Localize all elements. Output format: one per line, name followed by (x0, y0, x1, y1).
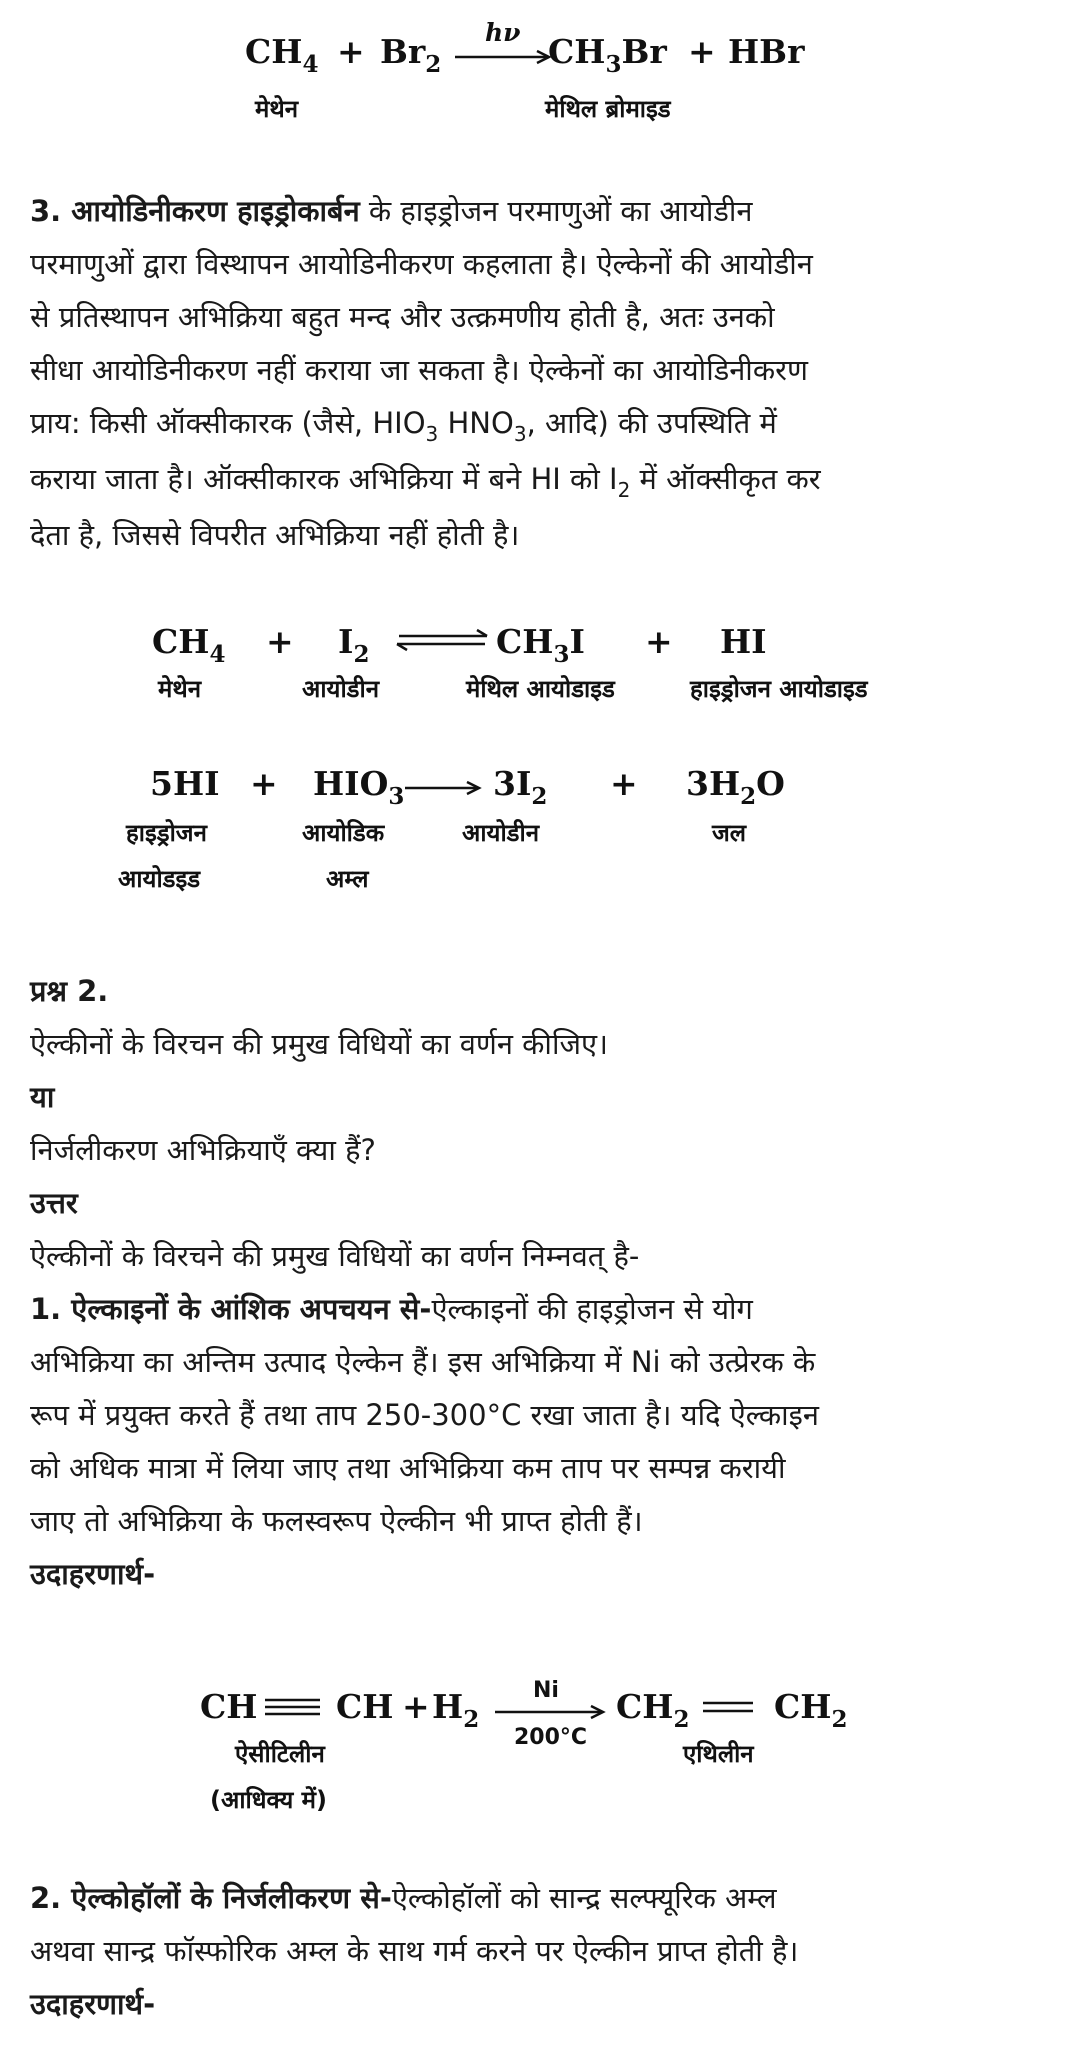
text-line: कराया जाता है। ऑक्सीकारक अभिक्रिया में बने HI को $I_2$ में ऑक्सीकृत कर (30, 462, 821, 502)
plus-sign: + (337, 32, 365, 71)
plus-sign: + (688, 32, 716, 71)
label-iodide: आयोडइड (118, 865, 201, 893)
question-text: ऐल्कीनों के विरचन की प्रमुख विधियों का वर्णन कीजिए। (30, 1027, 608, 1061)
text-line: परमाणुओं द्वारा विस्थापन आयोडिनीकरण कहलाता है। ऐल्केनों की आयोडीन (30, 247, 813, 281)
label-excess: (आधिक्य में) (210, 1786, 327, 1814)
example-label: उदाहरणार्थ- (30, 1987, 156, 2021)
formula-ch: CH (200, 1687, 258, 1726)
label-methane: मेथेन (255, 95, 299, 123)
section-method-2 (30, 1872, 1030, 2031)
label-hydrogen-iodide: हाइड्रोजन आयोडाइड (690, 675, 868, 703)
plus-sign: + (610, 764, 638, 803)
formula-water: $3H_2O$ (686, 764, 785, 810)
arrow-icon (455, 50, 555, 64)
formula-methane: $CH_4$ (152, 622, 226, 668)
formula-methane: $CH_4$ (245, 32, 319, 78)
equilibrium-arrow-icon (395, 630, 490, 650)
label-iodic: आयोडिक (302, 819, 385, 847)
text-line: अथवा सान्द्र फॉस्फोरिक अम्ल के साथ गर्म करने पर ऐल्कीन प्राप्त होती है। (30, 1934, 799, 1968)
text-line: सीधा आयोडिनीकरण नहीं कराया जा सकता है। ऐल्केनों का आयोडिनीकरण (30, 353, 808, 387)
formula-ch: CH (336, 1687, 394, 1726)
example-label: उदाहरणार्थ- (30, 1557, 156, 1591)
heading-iodination: 3. आयोडिनीकरण हाइड्रोकार्बन (30, 194, 360, 228)
section-iodination (30, 185, 1030, 562)
text-line: 1. ऐल्काइनों के आंशिक अपचयन से-ऐल्काइनों की हाइड्रोजन से योग (30, 1292, 753, 1326)
label-acid: अम्ल (326, 865, 369, 893)
formula-5hi: 5HI (150, 764, 220, 803)
text-line: प्राय: किसी ऑक्सीकारक (जैसे, $HIO_3$ $HNO_3$, आदि) की उपस्थिति में (30, 406, 777, 446)
catalyst-label: Ni (533, 1678, 559, 1703)
formula-hi: HI (720, 622, 767, 661)
text-line: 2. ऐल्कोहॉलों के निर्जलीकरण से-ऐल्कोहॉलों को सान्द्र सल्फ्यूरिक अम्ल (30, 1881, 777, 1915)
heading-method-2: 2. ऐल्कोहॉलों के निर्जलीकरण से- (30, 1881, 392, 1915)
condition-light: hν (485, 18, 521, 47)
plus-sign: + (402, 1687, 430, 1726)
formula-methyl-bromide: $CH_3Br$ (548, 32, 667, 78)
text-line: से प्रतिस्थापन अभिक्रिया बहुत मन्द और उत्क्रमणीय होती है, अतः उनको (30, 300, 775, 334)
label-acetylene: ऐसीटिलीन (235, 1740, 325, 1768)
formula-methyl-iodide: $CH_3I$ (496, 622, 585, 668)
answer-label: उत्तर (30, 1186, 78, 1220)
plus-sign: + (266, 622, 294, 661)
label-methane: मेथेन (158, 675, 202, 703)
double-bond-icon (703, 1700, 753, 1714)
text-line: को अधिक मात्रा में लिया जाए तथा अभिक्रिया कम ताप पर सम्पन्न करायी (30, 1451, 786, 1485)
label-iodine: आयोडीन (302, 675, 380, 703)
plus-sign: + (250, 764, 278, 803)
label-ethylene: एथिलीन (683, 1740, 754, 1768)
formula-ch2: $CH_2$ (616, 1687, 690, 1733)
text-line: 3. आयोडिनीकरण हाइड्रोकार्बन के हाइड्रोजन परमाणुओं का आयोडीन (30, 194, 753, 228)
temperature-label: 200°C (514, 1725, 588, 1750)
question-text: निर्जलीकरण अभिक्रियाएँ क्या हैं? (30, 1133, 376, 1167)
formula-ch2: $CH_2$ (774, 1687, 848, 1733)
label-water: जल (712, 819, 747, 847)
formula-hydrogen: $H_2$ (432, 1687, 480, 1733)
plus-sign: + (645, 622, 673, 661)
formula-iodine: $3I_2$ (493, 764, 548, 810)
text-line: अभिक्रिया का अन्तिम उत्पाद ऐल्केन हैं। इस अभिक्रिया में Ni को उत्प्रेरक के (30, 1345, 816, 1379)
section-question-2 (30, 965, 1030, 1601)
label-methyl-bromide: मेथिल ब्रोमाइड (545, 95, 671, 123)
text-line: ऐल्कीनों के विरचने की प्रमुख विधियों का वर्णन निम्नवत् है- (30, 1239, 640, 1273)
arrow-icon (495, 1705, 610, 1719)
label-hydrogen: हाइड्रोजन (126, 819, 207, 847)
text-line: देता है, जिससे विपरीत अभिक्रिया नहीं होती है। (30, 518, 520, 552)
formula-iodic-acid: $HIO_3$ (313, 764, 405, 810)
label-methyl-iodide: मेथिल आयोडाइड (466, 675, 615, 703)
arrow-icon (405, 781, 485, 795)
text-line: रूप में प्रयुक्त करते हैं तथा ताप 250-300°C रखा जाता है। यदि ऐल्काइन (30, 1398, 819, 1432)
triple-bond-icon (265, 1697, 320, 1717)
heading-method-1: 1. ऐल्काइनों के आंशिक अपचयन से- (30, 1292, 432, 1326)
label-iodine: आयोडीन (462, 819, 540, 847)
text-line: जाए तो अभिक्रिया के फलस्वरूप ऐल्कीन भी प्राप्त होती हैं। (30, 1504, 643, 1538)
formula-hbr: HBr (728, 32, 805, 71)
formula-iodine: $I_2$ (338, 622, 370, 668)
question-title: प्रश्न 2. (30, 974, 109, 1008)
or-label: या (30, 1080, 55, 1114)
formula-bromine: $Br_2$ (380, 32, 442, 78)
